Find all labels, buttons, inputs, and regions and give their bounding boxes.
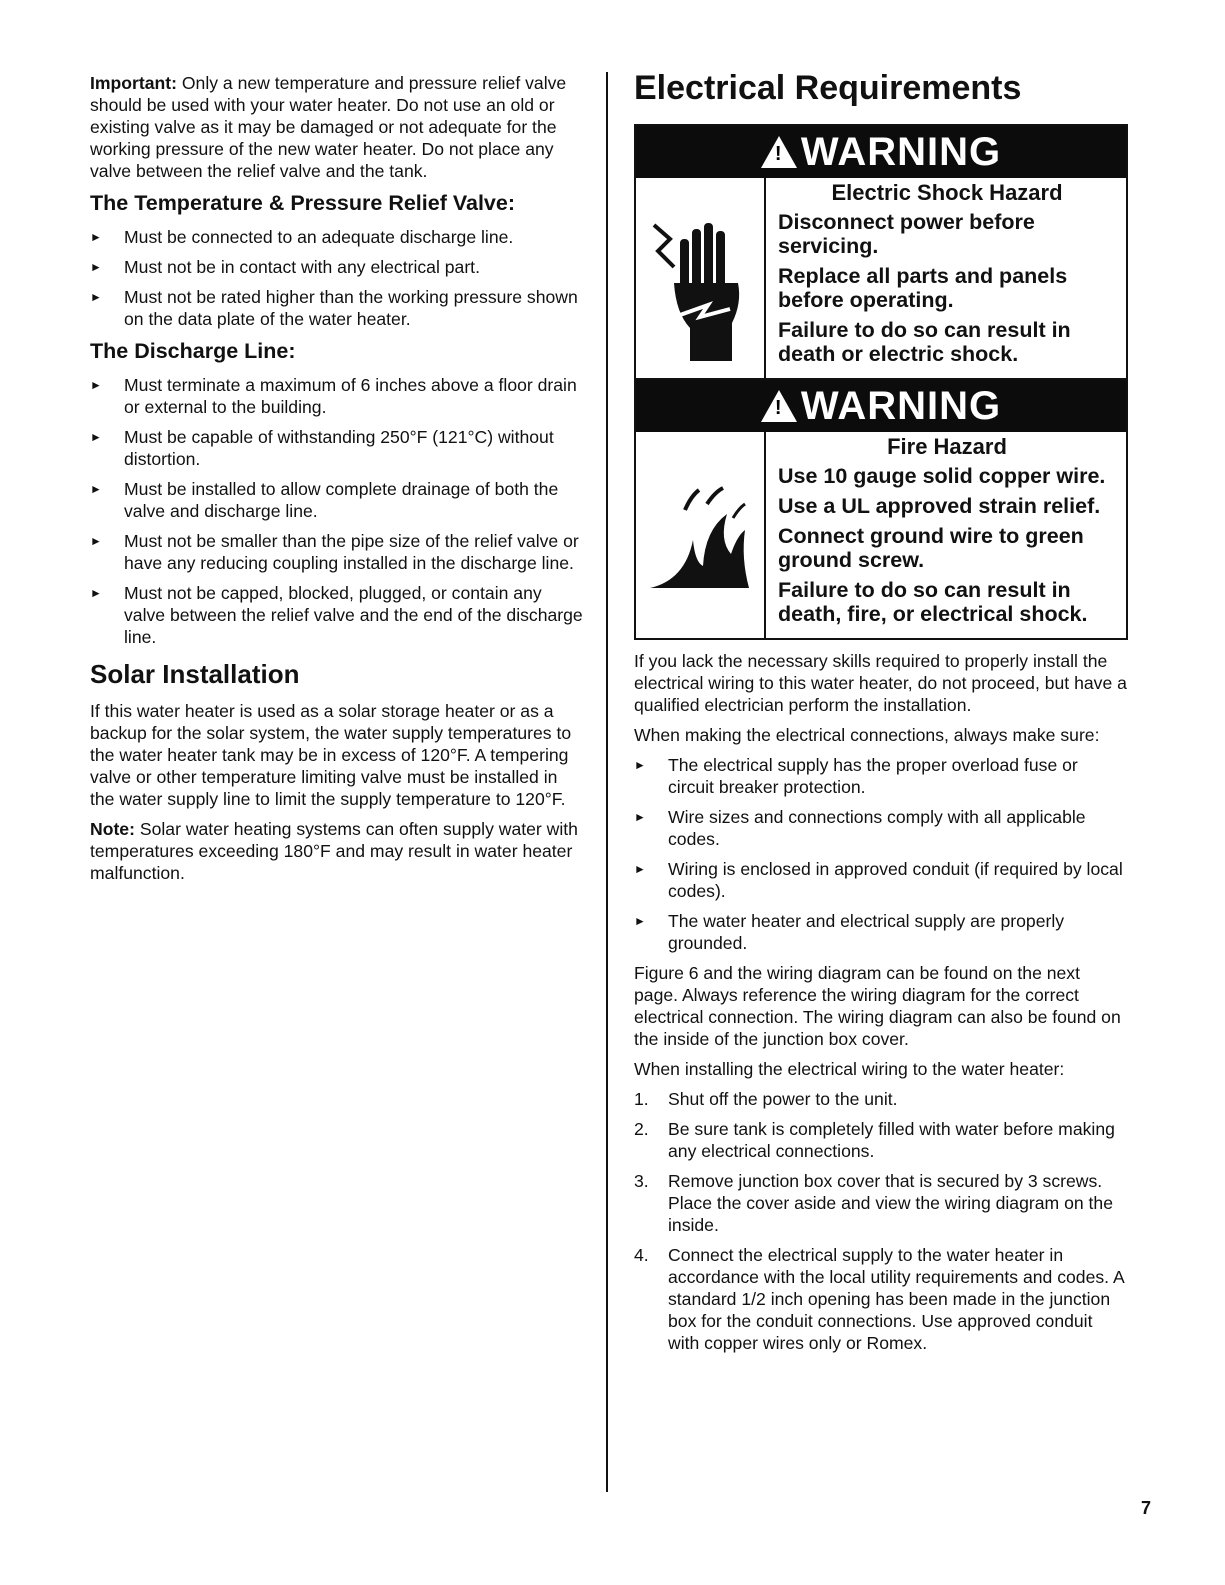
arrow-right-icon: ► [90, 290, 102, 304]
arrow-right-icon: ► [90, 430, 102, 444]
important-label: Important: [90, 73, 177, 93]
warning-banner [636, 380, 1126, 432]
arrow-right-icon: ► [90, 534, 102, 548]
list-item: 1. Shut off the power to the unit. [634, 1089, 898, 1109]
arrow-right-icon: ► [634, 862, 646, 876]
important-text: Only a new temperature and pressure relief valve should be used with your water heater. Do not use an old or existing valve as it may be damaged or not adequate for the working pressure of the new water heater. Do not place any valve between the relief valve and the tank. [90, 73, 567, 181]
hazard-line: Use a UL approved strain relief. [778, 494, 1101, 518]
solar-installation-heading: Solar Installation [90, 659, 300, 689]
hazard-title: Fire Hazard [887, 434, 1007, 459]
list-item: 3. Remove junction box cover that is secured by 3 screws. Place the cover aside and view the wiring diagram on the inside. [634, 1171, 1113, 1235]
list-item: ► The electrical supply has the proper overload fuse or circuit breaker protection. [634, 755, 1078, 797]
list-item: ► The water heater and electrical supply are properly grounded. [634, 911, 1065, 953]
list-item: ► Must terminate a maximum of 6 inches above a floor drain or external to the building. [90, 375, 577, 417]
hazard-line: Replace all parts and panels before operating. [778, 264, 1068, 312]
warning-word: WARNING [800, 383, 1002, 428]
skills-paragraph: If you lack the necessary skills required to properly install the electrical wiring to this water heater, do not proceed, but have a qualified electrician perform the installation. [634, 651, 1127, 715]
warning-triangle-icon: ! [761, 136, 797, 168]
warning-triangle-icon: ! [761, 390, 797, 422]
electric-shock-warning [634, 124, 1128, 380]
arrow-right-icon: ► [634, 914, 646, 928]
list-item: ► Must not be capped, blocked, plugged, or contain any valve between the relief valve and the end of the discharge line. [90, 583, 583, 647]
discharge-line-heading: The Discharge Line: [90, 339, 296, 363]
list-item: 2. Be sure tank is completely filled with water before making any electrical connections. [634, 1119, 1115, 1161]
right-column [634, 66, 1128, 1362]
list-item: ► Must be installed to allow complete drainage of both the valve and discharge line. [90, 479, 559, 521]
hazard-title: Electric Shock Hazard [831, 180, 1063, 205]
warning-word: WARNING [800, 129, 1002, 174]
discharge-line-list [90, 374, 585, 648]
solar-paragraph: If this water heater is used as a solar storage heater or as a backup for the solar system, the water supply temperatures to the water heater tank may be in excess of 120°F. A tempering valve or other temperature limiting valve must be installed in the water supply line to limit the supply temperature to 120°F. [90, 701, 572, 809]
note-label: Note: [90, 819, 135, 839]
hazard-line: Connect ground wire to green ground screw. [778, 524, 1084, 572]
warning-banner [636, 126, 1126, 178]
fire-icon [636, 432, 766, 638]
hazard-line: Disconnect power before servicing. [778, 210, 1035, 258]
list-item: ► Must not be smaller than the pipe size of the relief valve or have any reducing coupling installed in the discharge line. [90, 531, 579, 573]
list-item: ► Wiring is enclosed in approved conduit (if required by local codes). [634, 859, 1123, 901]
list-item: ► Wire sizes and connections comply with all applicable codes. [634, 807, 1086, 849]
important-paragraph [90, 72, 585, 182]
tp-valve-list [90, 226, 585, 330]
figure-reference-paragraph: Figure 6 and the wiring diagram can be found on the next page. Always reference the wiring diagram for the correct electrical connection. The wiring diagram can also be found on the inside of the junction box cover. [634, 963, 1121, 1049]
arrow-right-icon: ► [90, 482, 102, 496]
page-title: Electrical Requirements [634, 69, 1022, 107]
make-sure-list [634, 754, 1128, 954]
tp-valve-heading: The Temperature & Pressure Relief Valve: [90, 191, 516, 215]
note-paragraph [90, 818, 585, 884]
note-text: Solar water heating systems can often supply water with temperatures exceeding 180°F and may result in water heater malfunction. [90, 819, 578, 883]
electric-shock-hand-icon [636, 178, 766, 378]
arrow-right-icon: ► [90, 260, 102, 274]
hazard-line: Failure to do so can result in death, fire, or electrical shock. [778, 578, 1088, 626]
arrow-right-icon: ► [90, 378, 102, 392]
make-sure-paragraph: When making the electrical connections, always make sure: [634, 725, 1100, 745]
column-divider [606, 72, 608, 1492]
list-item: ► Must be capable of withstanding 250°F (121°C) without distortion. [90, 427, 554, 469]
left-column [90, 72, 585, 892]
install-steps-list [634, 1088, 1128, 1354]
list-item: ► Must not be in contact with any electrical part. [90, 257, 480, 277]
hazard-line: Use 10 gauge solid copper wire. [778, 464, 1106, 488]
arrow-right-icon: ► [634, 810, 646, 824]
hazard-line: Failure to do so can result in death or electric shock. [778, 318, 1071, 366]
list-item: 4. Connect the electrical supply to the water heater in accordance with the local utility requirements and codes. A standard 1/2 inch opening has been made in the junction box for the conduit connections. Use approved conduit with copper wires only or Romex. [634, 1245, 1124, 1353]
installing-paragraph: When installing the electrical wiring to the water heater: [634, 1059, 1065, 1079]
list-item: ► Must not be rated higher than the working pressure shown on the data plate of the water heater. [90, 287, 578, 329]
list-item: ► Must be connected to an adequate discharge line. [90, 227, 514, 247]
page-number: 7 [1141, 1498, 1152, 1518]
arrow-right-icon: ► [90, 586, 102, 600]
arrow-right-icon: ► [634, 758, 646, 772]
arrow-right-icon: ► [90, 230, 102, 244]
fire-hazard-warning [634, 378, 1128, 640]
